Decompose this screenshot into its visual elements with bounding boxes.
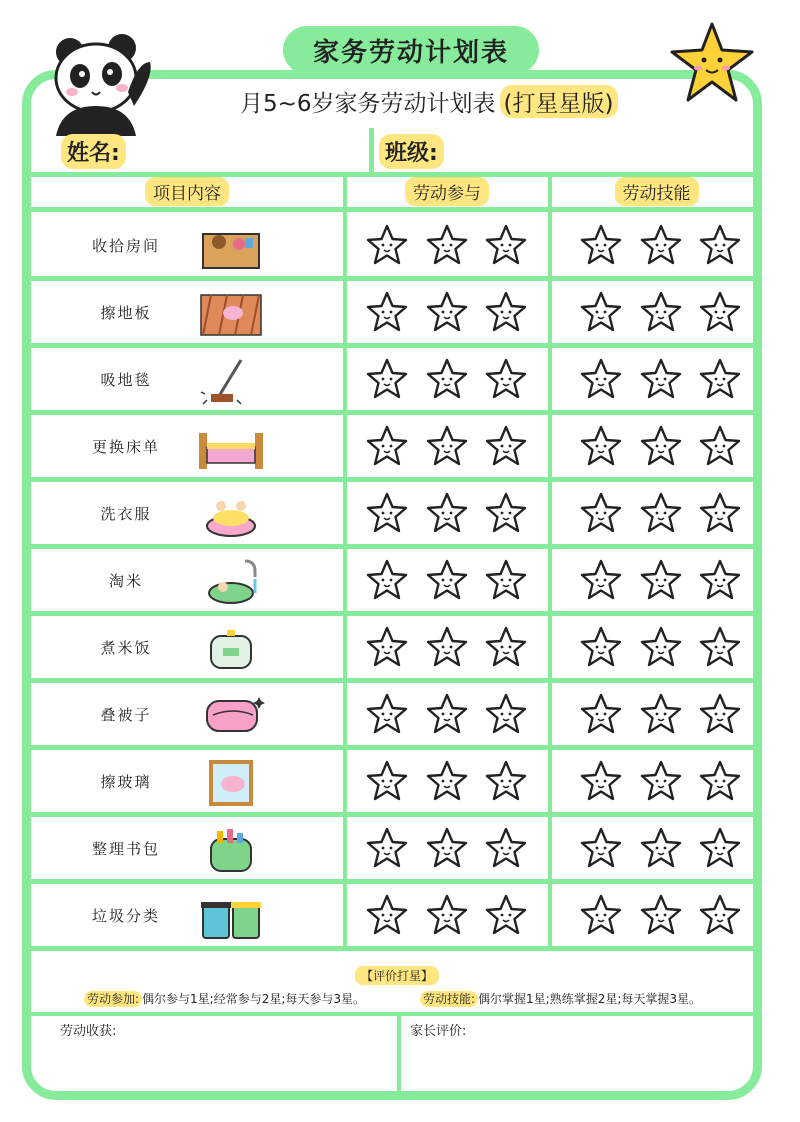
skill-star-3[interactable]	[698, 760, 742, 802]
participation-star-1[interactable]	[365, 358, 409, 400]
task-label: 洗衣服	[100, 505, 152, 523]
participation-star-1[interactable]	[365, 224, 409, 266]
skill-star-2[interactable]	[639, 626, 683, 668]
skill-star-1[interactable]	[579, 291, 623, 333]
participation-star-1[interactable]	[365, 626, 409, 668]
task-label: 煮米饭	[100, 639, 152, 657]
table-row	[31, 413, 762, 480]
skill-star-3[interactable]	[698, 693, 742, 735]
table-row	[31, 815, 762, 882]
participation-star-1[interactable]	[365, 492, 409, 534]
skill-star-1[interactable]	[579, 224, 623, 266]
participation-star-1[interactable]	[365, 425, 409, 467]
rice-wash-icon	[193, 557, 269, 607]
window-clean-icon	[193, 758, 269, 808]
skill-star-1[interactable]	[579, 894, 623, 936]
participation-star-3[interactable]	[484, 224, 528, 266]
header-item-label: 项目内容	[145, 177, 229, 206]
participation-star-1[interactable]	[365, 760, 409, 802]
skill-star-3[interactable]	[698, 492, 742, 534]
participation-star-3[interactable]	[484, 693, 528, 735]
skill-star-3[interactable]	[698, 559, 742, 601]
table-row	[31, 681, 762, 748]
evaluation-skill-title: 劳动技能:	[420, 991, 478, 1007]
task-label: 吸地毯	[100, 371, 152, 389]
participation-star-2[interactable]	[425, 425, 469, 467]
skill-star-3[interactable]	[698, 425, 742, 467]
participation-star-3[interactable]	[484, 827, 528, 869]
toy-box-icon	[193, 222, 269, 272]
smiling-star-icon	[668, 20, 756, 104]
name-label: 姓名:	[61, 134, 126, 169]
skill-star-1[interactable]	[579, 492, 623, 534]
participation-star-2[interactable]	[425, 358, 469, 400]
participation-star-3[interactable]	[484, 760, 528, 802]
skill-star-2[interactable]	[639, 827, 683, 869]
skill-star-1[interactable]	[579, 559, 623, 601]
panda-icon	[50, 30, 170, 140]
harvest-label: 劳动收获:	[60, 1024, 117, 1039]
header-participation	[346, 172, 548, 210]
table-row	[31, 748, 762, 815]
class-label: 班级:	[379, 134, 444, 169]
evaluation-participation-title: 劳动参加:	[84, 991, 142, 1007]
participation-star-2[interactable]	[425, 894, 469, 936]
table-row	[31, 480, 762, 547]
participation-star-1[interactable]	[365, 894, 409, 936]
participation-star-2[interactable]	[425, 559, 469, 601]
participation-star-1[interactable]	[365, 693, 409, 735]
skill-star-2[interactable]	[639, 425, 683, 467]
trash-bins-icon	[193, 892, 269, 942]
skill-star-1[interactable]	[579, 693, 623, 735]
header-item	[31, 172, 343, 210]
table-row	[31, 547, 762, 614]
backpack-icon	[193, 825, 269, 875]
parent-comment-label: 家长评价:	[410, 1024, 467, 1039]
skill-star-1[interactable]	[579, 827, 623, 869]
evaluation-participation-text: 偶尔参与1星;经常参与2星;每天参与3星。	[142, 992, 366, 1006]
rice-cooker-icon	[193, 624, 269, 674]
evaluation-title: 【评价打星】	[355, 966, 439, 985]
participation-star-2[interactable]	[425, 626, 469, 668]
skill-star-2[interactable]	[639, 291, 683, 333]
name-divider	[369, 128, 374, 172]
task-label: 擦玻璃	[100, 773, 152, 791]
footer-column-divider	[397, 1014, 401, 1094]
row-divider	[31, 946, 762, 951]
participation-star-1[interactable]	[365, 291, 409, 333]
skill-star-2[interactable]	[639, 760, 683, 802]
skill-star-3[interactable]	[698, 827, 742, 869]
name-class-row	[31, 128, 761, 172]
skill-star-1[interactable]	[579, 760, 623, 802]
skill-star-2[interactable]	[639, 492, 683, 534]
skill-star-3[interactable]	[698, 224, 742, 266]
participation-star-3[interactable]	[484, 291, 528, 333]
participation-star-2[interactable]	[425, 224, 469, 266]
subtitle-highlight: (打星星版)	[500, 85, 618, 118]
task-label: 叠被子	[100, 706, 152, 724]
table-row	[31, 279, 762, 346]
skill-star-3[interactable]	[698, 626, 742, 668]
participation-star-1[interactable]	[365, 559, 409, 601]
participation-star-3[interactable]	[484, 894, 528, 936]
participation-star-3[interactable]	[484, 492, 528, 534]
floor-wipe-icon	[193, 289, 269, 339]
task-label: 淘米	[108, 572, 143, 590]
bed-icon	[193, 423, 269, 473]
table-row	[31, 614, 762, 681]
task-label: 更换床单	[91, 438, 160, 456]
header-skill	[551, 172, 762, 210]
task-label: 收拾房间	[91, 237, 160, 255]
page-title: 家务劳动计划表	[283, 26, 539, 74]
skill-star-2[interactable]	[639, 559, 683, 601]
skill-star-1[interactable]	[579, 358, 623, 400]
evaluation-participation	[84, 990, 365, 1007]
table-row	[31, 212, 762, 279]
participation-star-2[interactable]	[425, 291, 469, 333]
participation-star-2[interactable]	[425, 693, 469, 735]
participation-star-3[interactable]	[484, 626, 528, 668]
participation-star-2[interactable]	[425, 760, 469, 802]
vacuum-icon	[193, 356, 269, 406]
participation-star-2[interactable]	[425, 492, 469, 534]
skill-star-2[interactable]	[639, 894, 683, 936]
evaluation-skill-text: 偶尔掌握1星;熟练掌握2星;每天掌握3星。	[478, 992, 702, 1006]
participation-star-3[interactable]	[484, 358, 528, 400]
skill-star-2[interactable]	[639, 358, 683, 400]
header-participation-label: 劳动参与	[405, 177, 489, 206]
subtitle-text: 月5~6岁家务劳动计划表	[240, 90, 496, 117]
task-label: 整理书包	[91, 840, 160, 858]
participation-star-3[interactable]	[484, 425, 528, 467]
participation-star-1[interactable]	[365, 827, 409, 869]
skill-star-2[interactable]	[639, 224, 683, 266]
skill-star-1[interactable]	[579, 425, 623, 467]
wash-basin-icon	[193, 490, 269, 540]
skill-star-3[interactable]	[698, 291, 742, 333]
page-subtitle	[240, 84, 680, 118]
skill-star-3[interactable]	[698, 358, 742, 400]
header-skill-label: 劳动技能	[615, 177, 699, 206]
skill-star-1[interactable]	[579, 626, 623, 668]
participation-star-2[interactable]	[425, 827, 469, 869]
table-row	[31, 882, 762, 949]
evaluation-skill	[420, 990, 701, 1007]
folded-quilt-icon	[193, 691, 269, 741]
skill-star-2[interactable]	[639, 693, 683, 735]
table-row	[31, 346, 762, 413]
participation-star-3[interactable]	[484, 559, 528, 601]
skill-star-3[interactable]	[698, 894, 742, 936]
task-label: 擦地板	[100, 304, 152, 322]
task-label: 垃圾分类	[91, 907, 160, 925]
